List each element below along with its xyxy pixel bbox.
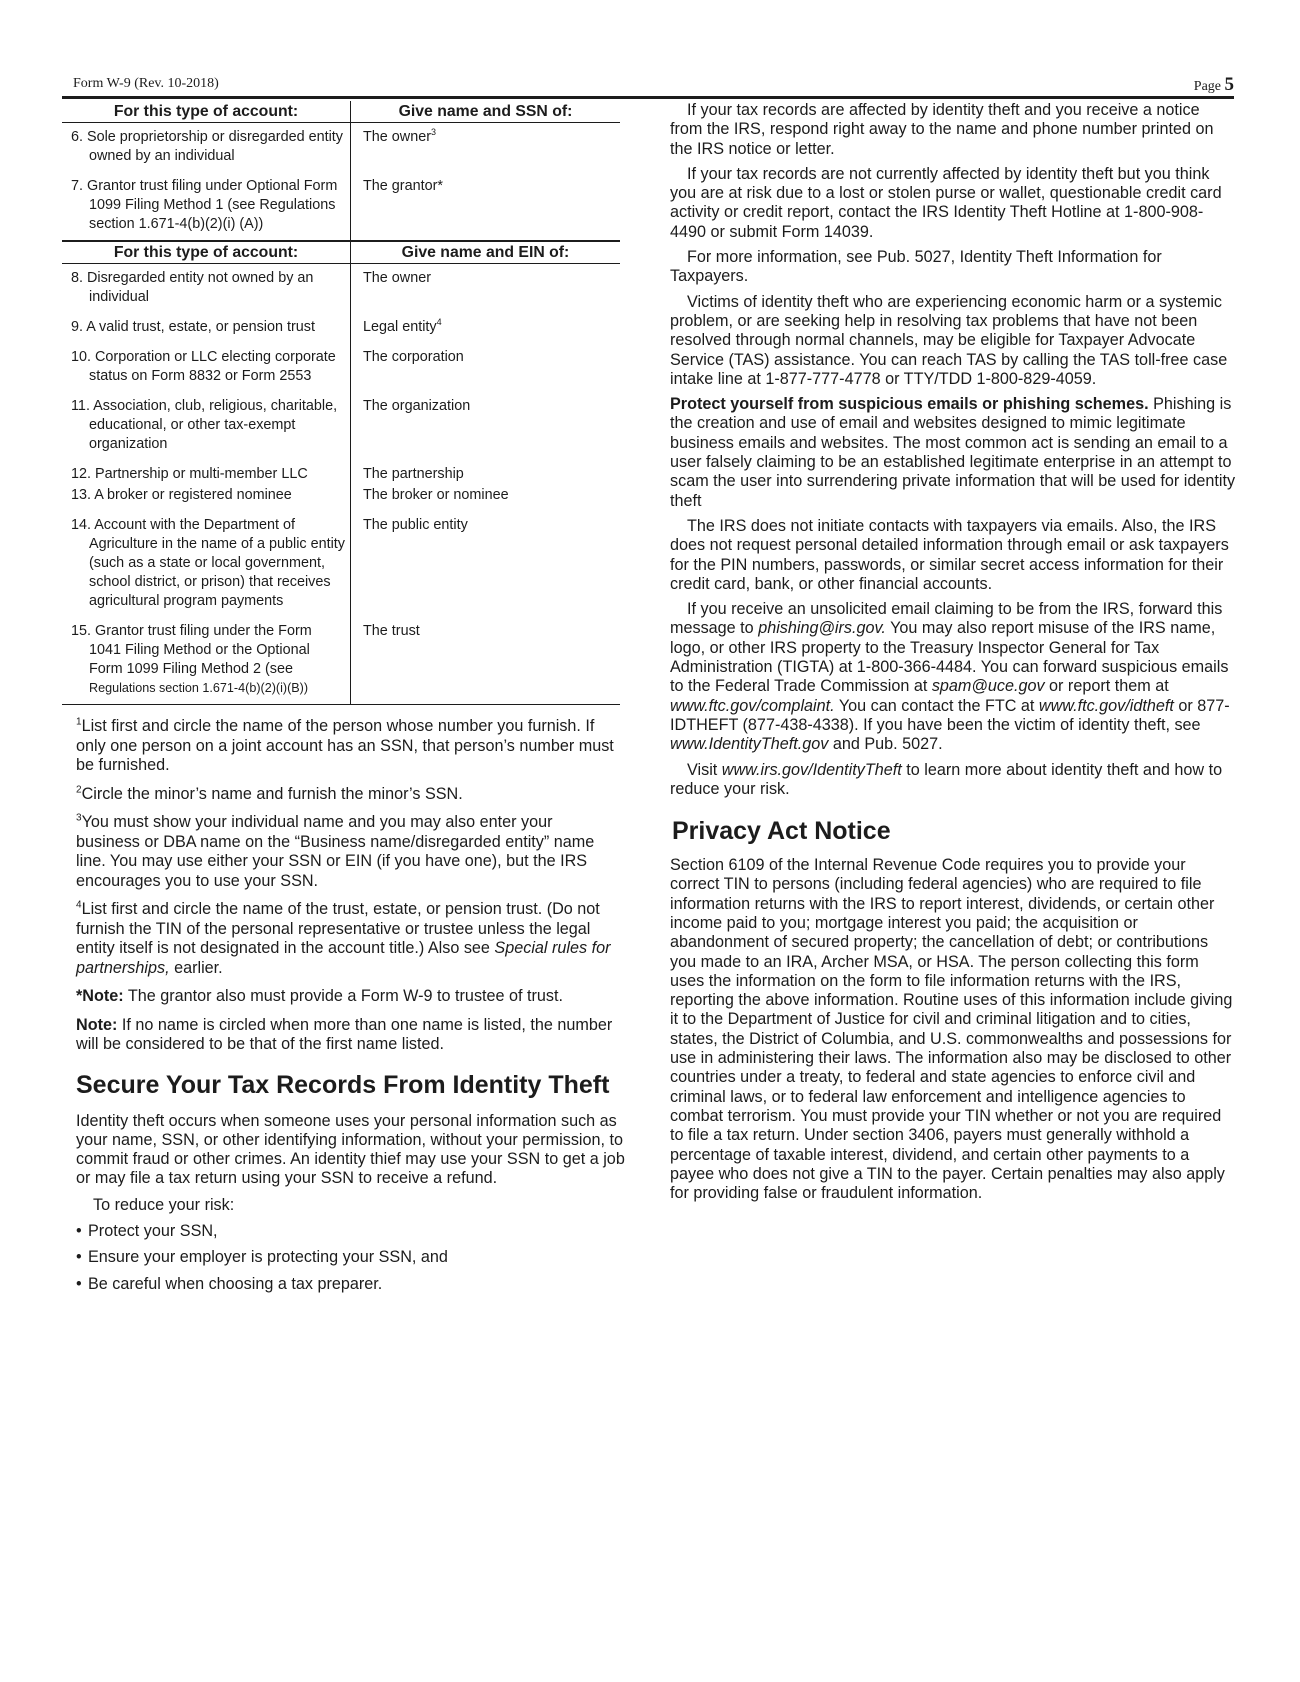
list-item: • Be careful when choosing a tax preparer. xyxy=(76,1274,383,1293)
account-type: 7. Grantor trust filing under Optional Form 1099 Filing Method 1 (see Regulations section 1.671-4(b)(2)(i) (A)) xyxy=(62,172,351,241)
ssn-header-name: Give name and SSN of: xyxy=(351,101,621,123)
ein-header-name: Give name and EIN of: xyxy=(351,241,621,264)
table-row xyxy=(62,485,620,511)
account-name-table xyxy=(62,101,620,705)
table-row xyxy=(62,172,620,241)
give-name: The public entity xyxy=(363,517,468,533)
paragraph: If your tax records are affected by identity theft and you receive a notice from the IRS, respond right away to the name and phone number printed on the IRS notice or letter. xyxy=(670,101,1214,158)
give-name: The broker or nominee xyxy=(363,487,509,503)
ftc-complaint-link[interactable]: www.ftc.gov/complaint. xyxy=(670,696,835,715)
give-name: The grantor* xyxy=(363,178,443,194)
give-name: The partnership xyxy=(363,466,464,482)
table-row xyxy=(62,460,620,485)
table-row xyxy=(62,264,620,314)
table-row xyxy=(62,313,620,343)
right-column xyxy=(670,101,1236,1209)
account-type: 6. Sole proprietorship or disregarded entity owned by an individual xyxy=(62,123,351,173)
phishing-email-link[interactable]: phishing@irs.gov. xyxy=(758,619,886,638)
privacy-act-heading: Privacy Act Notice xyxy=(672,817,891,846)
footnote-3: $^3$You must show your individual name and you may also enter your business or DBA name on the “Business name/disregarded entity” name line. You may use either your SSN or EIN (if you have one), but the IRS encourages you to use your SSN. xyxy=(76,812,595,890)
give-name: The trust xyxy=(351,617,621,705)
list-item: • Ensure your employer is protecting your SSN, and xyxy=(76,1248,448,1267)
ein-header-account: For this type of account: xyxy=(62,241,351,264)
list-item: • Protect your SSN, xyxy=(76,1221,218,1240)
ssn-header-account: For this type of account: xyxy=(62,101,351,123)
account-type-small: Regulations section 1.671-4(b)(2)(i)(B)) xyxy=(89,681,309,695)
account-type: 15. Grantor trust filing under the Form 1041 Filing Method or the Optional Form 1099 Filing Method 2 (see Regulations section 1.671-4(b)(2)(i)(B)) xyxy=(62,617,351,705)
paragraph: For more information, see Pub. 5027, Identity Theft Information for Taxpayers. xyxy=(670,248,1162,286)
give-name: The owner$^3$ xyxy=(363,127,437,145)
phishing-paragraph: Protect yourself from suspicious emails or phishing schemes. Phishing is the creation and use of email and websites designed to mimic legitimate business emails and websites. The most common act is sending an email to a user falsely claiming to be an established legitimate enterprise in an attempt to scam the user into surrendering private information that will be used for identity theft xyxy=(670,395,1236,510)
visit-paragraph: Visit www.irs.gov/IdentityTheft to learn more about identity theft and how to reduce your risk. xyxy=(670,760,1223,798)
account-type: 13. A broker or registered nominee xyxy=(62,485,351,511)
table-row xyxy=(62,511,620,617)
identity-theft-heading: Secure Your Tax Records From Identity Theft xyxy=(76,1070,610,1099)
account-type: 9. A valid trust, estate, or pension trust xyxy=(62,313,351,343)
reduce-risk-label: To reduce your risk: xyxy=(93,1195,235,1214)
footnote-ref: 3 xyxy=(431,127,437,138)
account-type: 11. Association, club, religious, charitable, educational, or other tax-exempt organization xyxy=(62,392,351,460)
footnote-4: $^4$List first and circle the name of the trust, estate, or pension trust. (Do not furnish the TIN of the personal representative or trustee unless the legal entity itself is not designated in the account title.) Also see Special rules for partnerships, earlier. xyxy=(76,899,611,977)
table-row xyxy=(62,617,620,705)
note-grantor: *Note: The grantor also must provide a Form W-9 to trustee of trust. xyxy=(76,987,564,1005)
form-id: Form W-9 (Rev. 10-2018) xyxy=(73,76,219,91)
table-row xyxy=(62,343,620,392)
ein-header-row xyxy=(62,241,620,264)
irs-identitytheft-link[interactable]: www.irs.gov/IdentityTheft xyxy=(721,760,902,779)
page-label: Page xyxy=(1193,79,1225,94)
give-name: The organization xyxy=(363,398,471,414)
identitytheft-gov-link[interactable]: www.IdentityTheft.gov xyxy=(670,735,829,754)
give-name: The corporation xyxy=(363,349,464,365)
note-circled: Note: If no name is circled when more than one name is listed, the number will be considered to be that of the first name listed. xyxy=(76,1015,613,1053)
account-type: 12. Partnership or multi-member LLC xyxy=(62,460,351,485)
privacy-act-text: Section 6109 of the Internal Revenue Code requires you to provide your correct TIN to persons (including federal agencies) who are required to file information returns with the IRS to report interest, dividends, or certain other income paid to you; mortgage interest you paid; the acquisition or abandonment of secured property; the cancellation of debt; or contributions you made to an IRA, Archer MSA, or HSA. The person collecting this form uses the information on the form to file information returns with the IRS, reporting the above information. Routine uses of this information include giving it to the Department of Justice for civil and criminal litigation and to cities, states, the District of Columbia, and U.S. commonwealths and possessions for use in administering their laws. The information also may be disclosed to other countries under a treaty, to federal and state agencies to enforce civil and criminal laws, or to federal law enforcement and intelligence agencies to combat terrorism. You must provide your TIN whether or not you are required to file a tax return. Under section 3406, payers must generally withhold a percentage of taxable interest, dividend, and certain other payments to a payee who does not give a TIN to the payer. Certain penalties may also apply for providing false or fraudulent information. xyxy=(670,856,1233,1203)
spam-email-link[interactable]: spam@uce.gov xyxy=(931,677,1045,696)
paragraph: Victims of identity theft who are experiencing economic harm or a systemic problem, or are seeking help in resolving tax problems that have not been resolved through normal channels, may be eligible for Taxpayer Advocate Service (TAS) assistance. You can reach TAS by calling the TAS toll-free case intake line at 1-877-777-4778 or TTY/TDD 1-800-829-4059. xyxy=(670,292,1228,388)
table-row xyxy=(62,392,620,460)
page-number-value: 5 xyxy=(1224,74,1234,95)
left-column xyxy=(62,101,628,1301)
table-row xyxy=(62,123,620,173)
footnote-2: $^2$Circle the minor’s name and furnish the minor’s SSN. xyxy=(76,784,463,803)
phishing-heading: Protect yourself from suspicious emails or phishing schemes. xyxy=(670,395,1149,414)
give-name: The owner xyxy=(363,270,431,286)
ftc-idtheft-link[interactable]: www.ftc.gov/idtheft xyxy=(1038,696,1174,715)
account-type: 8. Disregarded entity not owned by an individual xyxy=(62,264,351,314)
paragraph: The IRS does not initiate contacts with taxpayers via emails. Also, the IRS does not request personal detailed information through email or ask taxpayers for the PIN numbers, passwords, or similar secret access information for their credit card, bank, or other financial accounts. xyxy=(670,516,1229,593)
paragraph: If your tax records are not currently affected by identity theft but you think you are at risk due to a lost or stolen purse or wallet, questionable credit card activity or credit report, contact the IRS Identity Theft Hotline at 1-800-908-4490 or submit Form 14039. xyxy=(670,164,1222,241)
give-name: Legal entity$^4$ xyxy=(363,317,442,335)
footnote-1: $^1$List first and circle the name of the person whose number you furnish. If only one person on a joint account has an SSN, that person’s number must be furnished. xyxy=(76,716,614,774)
account-type: 14. Account with the Department of Agriculture in the name of a public entity (such as a state or local government, school district, or prison) that receives agricultural program payments xyxy=(62,511,351,617)
identity-theft-intro: Identity theft occurs when someone uses your personal information such as your name, SSN, or other identifying information, without your permission, to commit fraud or other crimes. An identity thief may use your SSN to get a job or may file a tax return using your SSN to receive a refund. xyxy=(76,1111,625,1188)
ssn-header-row xyxy=(62,101,620,123)
report-paragraph: If you receive an unsolicited email claiming to be from the IRS, forward this message to phishing@irs.gov. You may also report misuse of the IRS name, logo, or other IRS property to the Treasury Inspector General for Tax Administration (TIGTA) at 1-800-366-4484. You can forward suspicious emails to the Federal Trade Commission at spam@uce.gov or report them at www.ftc.gov/complaint. You can contact the FTC at www.ftc.gov/idtheft or 877-IDTHEFT (877-438-4338). If you have been the victim of identity theft, see www.IdentityTheft.gov and Pub. 5027. xyxy=(670,600,1230,754)
header-rule xyxy=(62,96,1234,99)
page-number xyxy=(1194,74,1234,96)
footnote-ref: 4 xyxy=(436,317,442,328)
account-type: 10. Corporation or LLC electing corporate status on Form 8832 or Form 2553 xyxy=(62,343,351,392)
page-header xyxy=(73,74,1234,96)
